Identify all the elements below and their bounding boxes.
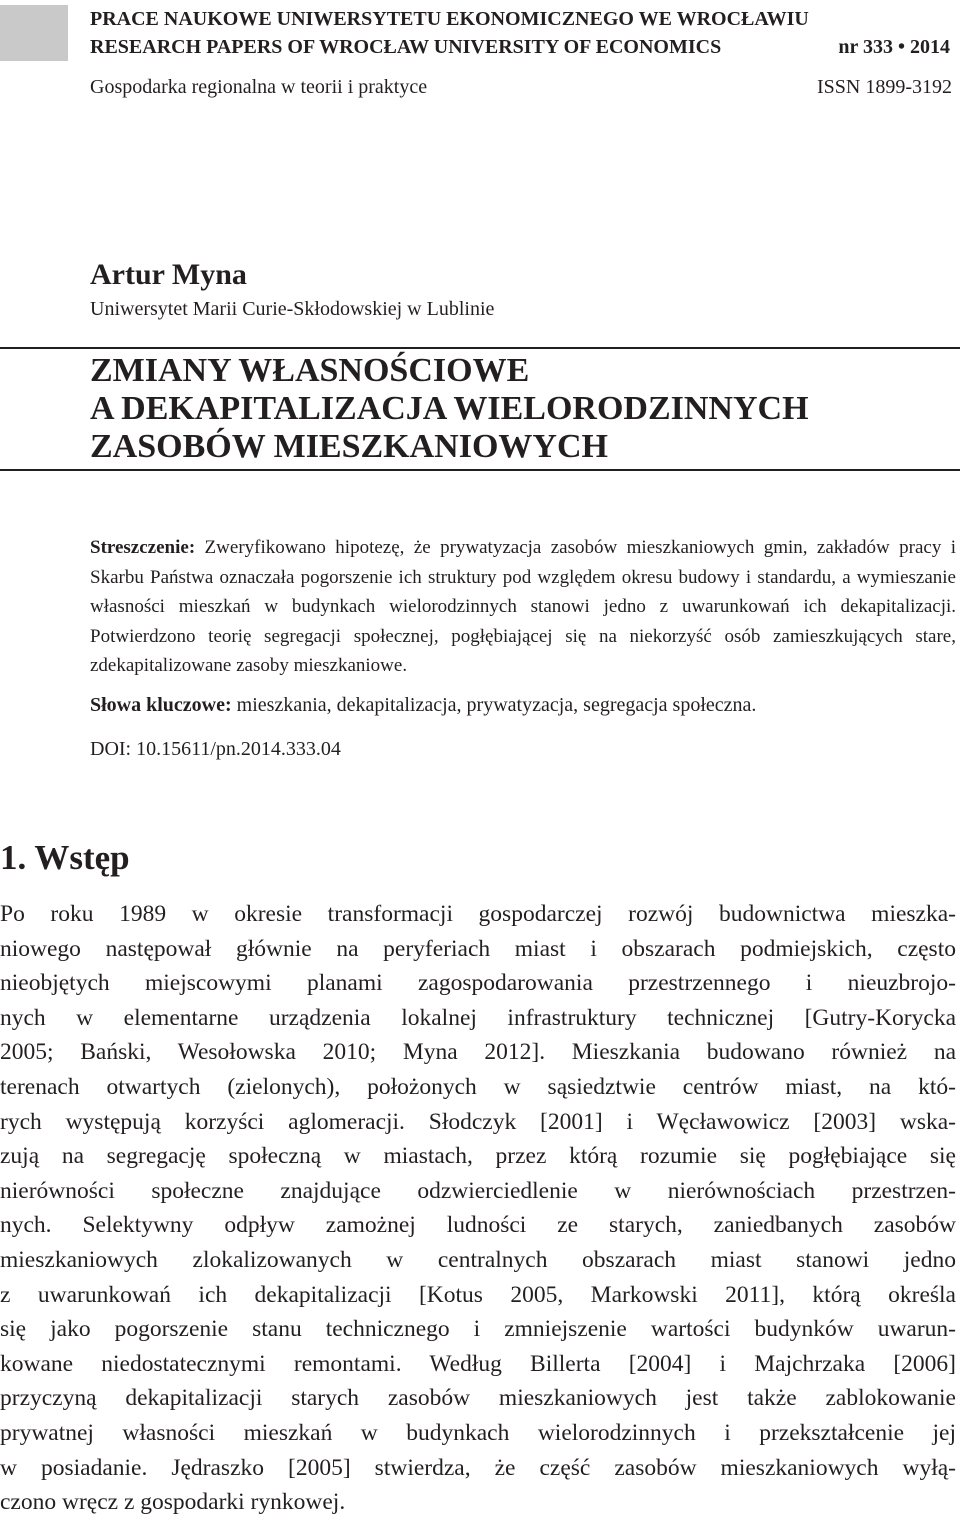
body-line: Po roku 1989 w okresie transformacji gospodarczej rozwój budownictwa mieszka- [0, 901, 956, 927]
journal-title-en-text: RESEARCH PAPERS OF WROCŁAW UNIVERSITY OF ECONOMICS [90, 36, 722, 58]
body-line: rych występują korzyści aglomeracji. Słodczyk [2001] i Węcławowicz [2003] wska- [0, 1108, 956, 1135]
journal-title-pl-text: PRACE NAUKOWE UNIWERSYTETU EKONOMICZNEGO WE WROCŁAWIU [90, 8, 809, 30]
body-line: nych w elementarne urządzenia lokalnej infrastruktury technicznej [Gutry-Korycka [0, 1004, 956, 1031]
body-line: niowego następował głównie na peryferiach miast i obszarach podmiejskich, często [0, 935, 956, 962]
keywords-label: Słowa kluczowe: [90, 694, 232, 716]
title-line: ZASOBÓW MIESZKANIOWYCH [90, 428, 608, 465]
issue-number: nr 333 • 2014 [838, 36, 950, 58]
title-bottom-rule [0, 469, 960, 471]
body-line: prywatnej własności mieszkań w budynkach wielorodzinnych i przekształcenie jej [0, 1419, 956, 1446]
abstract-text: Zweryfikowano hipotezę, że prywatyzacja zasobów mieszkaniowych gmin, zakładów pracy i Skarbu Państwa oznaczała pogorszenie ich struktury pod względem okresu budowy i standardu, a wymieszanie własności mieszkań w budynkach wielorodzinnych stanowi jedno z uwarunkowań ich dekapitalizacji. Potwierdzono teorię segregacji społecznej, pogłębiającej się na niekorzyść osób zamieszkujących stare, zdekapitalizowane zasoby mieszkaniowe. [90, 537, 956, 676]
body-line: z uwarunkowań ich dekapitalizacji [Kotus 2005, Markowski 2011], którą określa [0, 1281, 956, 1308]
abstract-label: Streszczenie: [90, 537, 196, 558]
body-line: czono wręcz z gospodarki rynkowej. [0, 1489, 346, 1516]
series-name: Gospodarka regionalna w teorii i praktyce [90, 76, 428, 98]
doi: DOI: 10.15611/pn.2014.333.04 [90, 738, 341, 760]
article-title [90, 352, 809, 466]
body-line: przyczyną dekapitalizacji starych zasobów mieszkaniowych jest także zablokowanie [0, 1385, 956, 1412]
section-heading: 1. Wstęp [0, 838, 130, 877]
series-line [90, 75, 952, 99]
body-line: nierówności społeczne znajdujące odzwierciedlenie w nierównościach przestrzen- [0, 1177, 956, 1204]
keywords-text: mieszkania, dekapitalizacja, prywatyzacja, segregacja społeczna. [231, 694, 757, 716]
body-line: się jako pogorszenie stanu technicznego i zmniejszenie wartości budynków uwarun- [0, 1316, 956, 1343]
abstract [90, 533, 956, 681]
author-name: Artur Myna [90, 258, 247, 291]
body-line: nieobjętych miejscowymi planami zagospodarowania przestrzennego i nieuzbrojo- [0, 970, 956, 997]
body-line: nych. Selektywny odpływ zamożnej ludności ze starych, zaniedbanych zasobów [0, 1212, 956, 1239]
body-line: w posiadanie. Jędraszko [2005] stwierdza, że część zasobów mieszkaniowych wyłą- [0, 1454, 956, 1481]
journal-marker-box [0, 5, 68, 61]
body-line: mieszkaniowych zlokalizowanych w centralnych obszarach miast stanowi jedno [0, 1246, 956, 1273]
section-body [0, 897, 956, 1520]
body-line: zują na segregację społeczną w miastach, przez którą rozumie się pogłębiające się [0, 1143, 956, 1170]
journal-title-en [90, 36, 950, 58]
issn: ISSN 1899-3192 [816, 76, 952, 98]
body-line: 2005; Bański, Wesołowska 2010; Myna 2012]. Mieszkania budowano również na [0, 1039, 956, 1066]
author-affiliation: Uniwersytet Marii Curie-Skłodowskiej w Lublinie [90, 298, 495, 320]
title-line: ZMIANY WŁASNOŚCIOWE [90, 352, 530, 389]
title-top-rule [0, 347, 960, 349]
title-line: A DEKAPITALIZACJA WIELORODZINNYCH [90, 390, 809, 427]
body-line: terenach otwartych (zielonych), położonych w sąsiedztwie centrów miast, na któ- [0, 1073, 956, 1100]
body-line: kowane niedostatecznymi remontami. Według Billerta [2004] i Majchrzaka [2006] [0, 1350, 956, 1377]
keywords [90, 694, 756, 717]
journal-title-pl [90, 8, 950, 30]
